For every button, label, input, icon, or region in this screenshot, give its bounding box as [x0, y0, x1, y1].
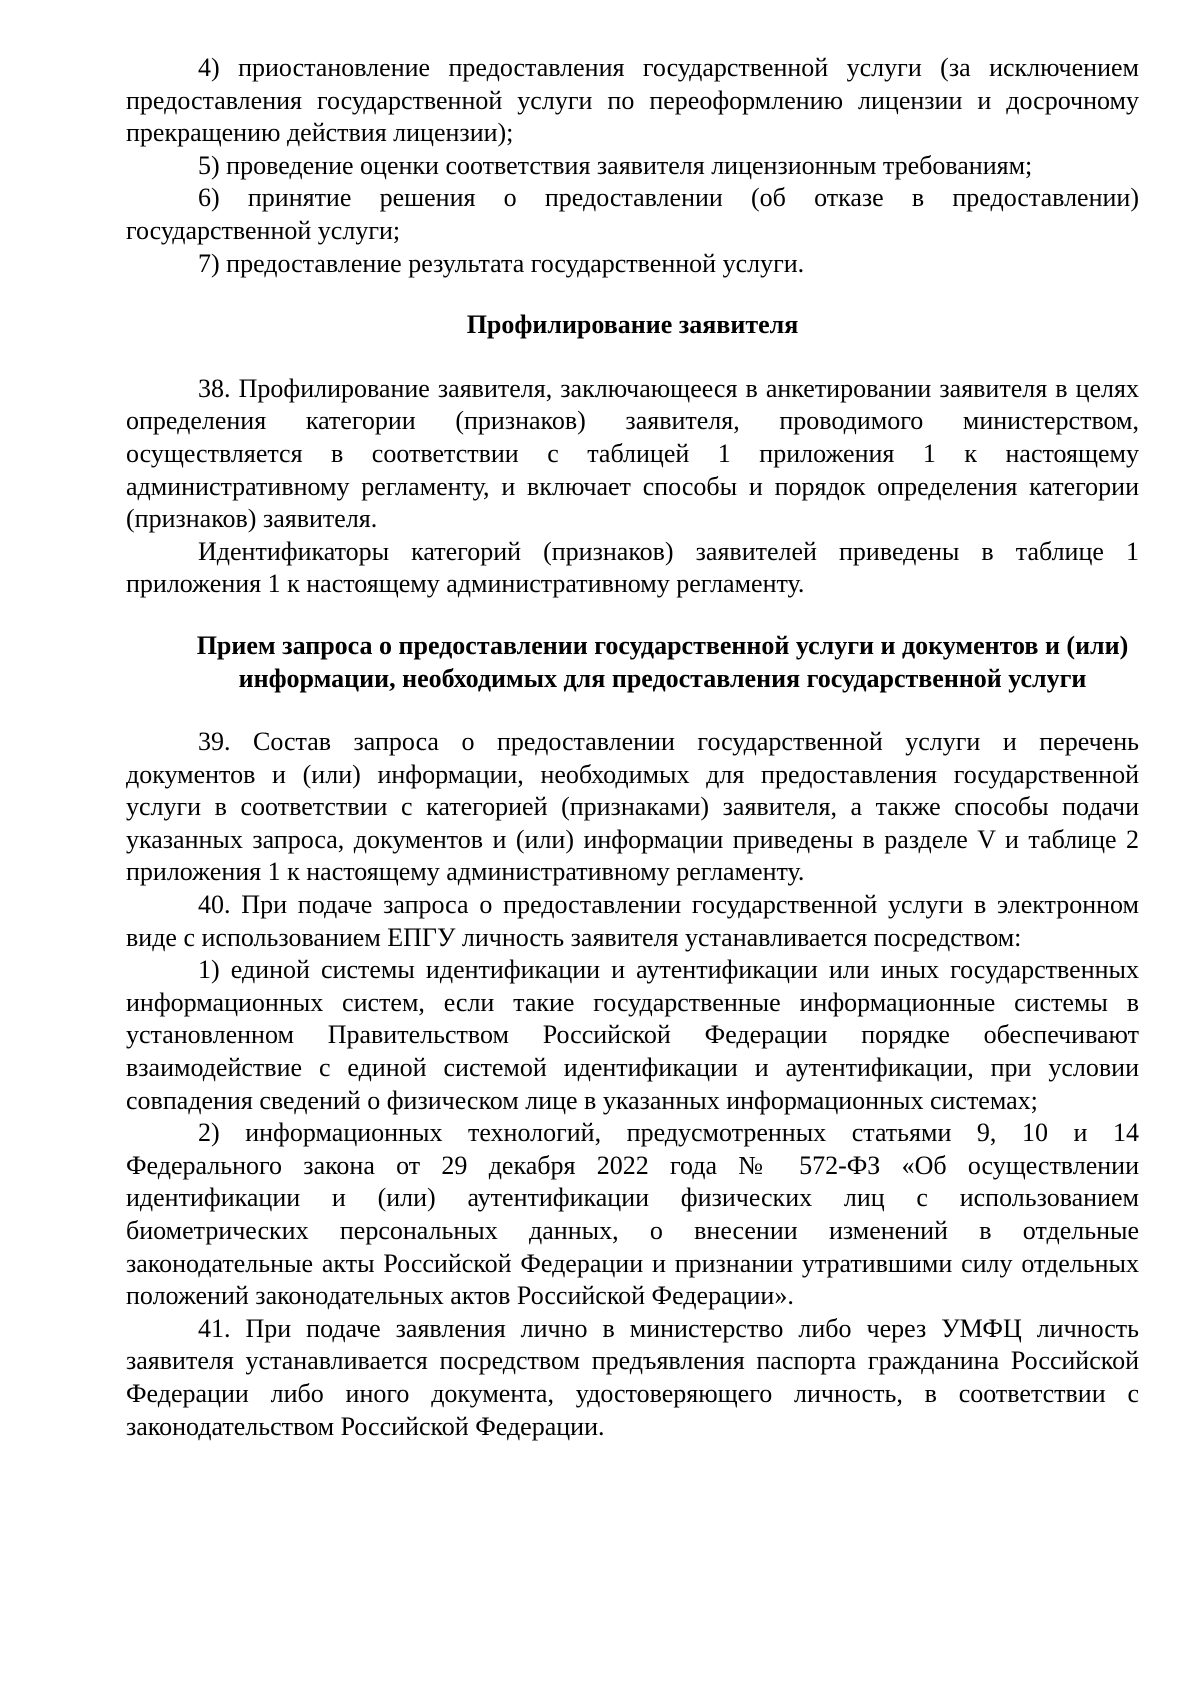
document-page	[126, 52, 1139, 1443]
paragraph-identifiers: Идентификаторы категорий (признаков) заявителей приведены в таблице 1 приложения 1 к настоящему административному регламенту.	[126, 536, 1139, 599]
paragraph-item-7: 7) предоставление результата государственной услуги.	[198, 248, 805, 278]
paragraph-39: 39. Состав запроса о предоставлении государственной услуги и перечень документов и (или) информации, необходимых для предоставления государственной услуги в соответствии с категорией (признаками) заявителя, а также способы подачи указанных запроса, документов и (или) информации приведены в разделе V и таблице 2 приложения 1 к настоящему административному регламенту.	[126, 727, 1139, 887]
paragraph-40-item-2: 2) информационных технологий, предусмотренных статьями 9, 10 и 14 Федерального закона от 29 декабря 2022 года № 572-ФЗ «Об осуществлении идентификации и (или) аутентификации физических лиц с использованием биометрических персональных данных, о внесении изменений в отдельные законодательные акты Российской Федерации и признании утратившими силу отдельных положений законодательных актов Российской Федерации».	[126, 1118, 1139, 1311]
paragraph-40-item-1: 1) единой системы идентификации и аутентификации или иных государственных информационных систем, если такие государственные информационные системы в установленном Правительством Российской Федерации порядке обеспечивают взаимодействие с единой системой идентификации и аутентификации, при условии совпадения сведений о физическом лице в указанных информационных системах;	[126, 955, 1139, 1115]
paragraph-41: 41. При подаче заявления лично в министерство либо через УМФЦ личность заявителя устанавливается посредством предъявления паспорта гражданина Российской Федерации либо иного документа, удостоверяющего личность, в соответствии с законодательством Российской Федерации.	[126, 1313, 1139, 1441]
paragraph-item-5: 5) проведение оценки соответствия заявителя лицензионным требованиям;	[198, 150, 1033, 180]
paragraph-item-4: 4) приостановление предоставления государственной услуги (за исключением предоставления государственной услуги по переоформлению лицензии и досрочному прекращению действия лицензии);	[126, 53, 1139, 148]
paragraph-item-6: 6) принятие решения о предоставлении (об отказе в предоставлении) государственной услуги;	[126, 183, 1139, 245]
paragraph-40: 40. При подаче запроса о предоставлении государственной услуги в электронном виде с использованием ЕПГУ личность заявителя устанавливается посредством:	[126, 890, 1139, 952]
section-heading-profiling: Профилирование заявителя	[466, 310, 799, 340]
paragraph-38: 38. Профилирование заявителя, заключающееся в анкетировании заявителя в целях определения категории (признаков) заявителя, проводимого министерством, осуществляется в соответствии с таблицей 1 приложения 1 к настоящему административному регламенту, и включает способы и порядок определения категории (признаков) заявителя.	[126, 373, 1139, 534]
section-heading-request: Прием запроса о предоставлении государственной услуги и документов и (или) информации, необходимых для предоставления государственной услуги	[196, 630, 1129, 693]
